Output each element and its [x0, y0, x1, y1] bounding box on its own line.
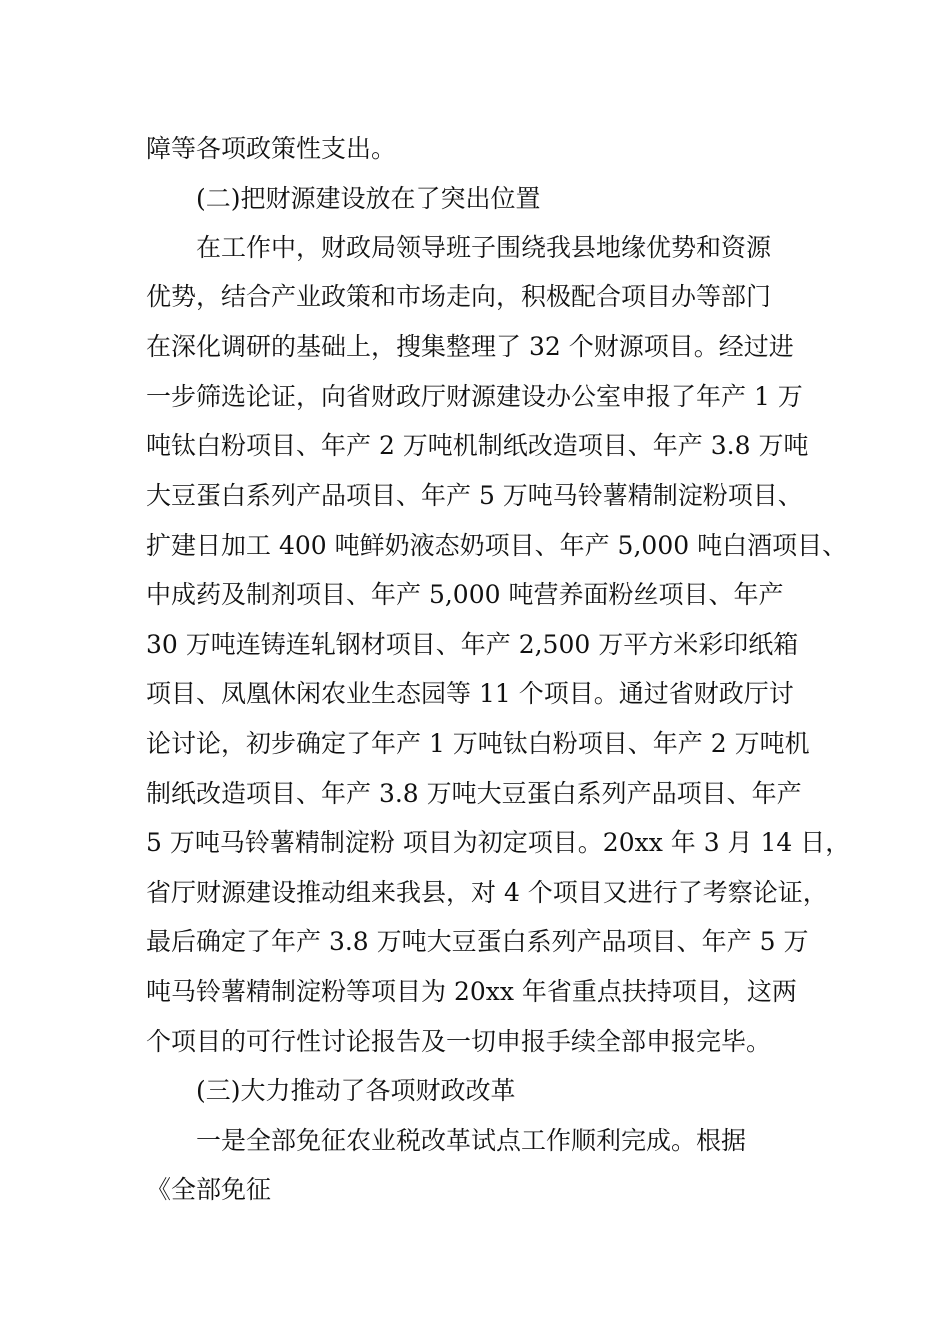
paragraph-line: 项目、凤凰休闲农业生态园等 11 个项目。通过省财政厅讨 — [146, 679, 794, 708]
paragraph-line: 制纸改造项目、年产 3.8 万吨大豆蛋白系列产品项目、年产 — [146, 779, 802, 808]
text-line: 障等各项政策性支出。 — [146, 134, 397, 163]
paragraph-line: 大豆蛋白系列产品项目、年产 5 万吨马铃薯精制淀粉项目、 — [146, 481, 803, 510]
paragraph-line: 个项目的可行性讨论报告及一切申报手续全部申报完毕。 — [146, 1027, 772, 1056]
paragraph-line: 在工作中，财政局领导班子围绕我县地缘优势和资源 — [196, 233, 772, 262]
paragraph-line: 30 万吨连铸连轧钢材项目、年产 2,500 万平方米彩印纸箱 — [146, 630, 799, 659]
paragraph-line: 论讨论，初步确定了年产 1 万吨钛白粉项目、年产 2 万吨机 — [146, 729, 810, 758]
paragraph-line: 中成药及制剂项目、年产 5,000 吨营养面粉丝项目、年产 — [146, 580, 784, 609]
paragraph-line: 在深化调研的基础上，搜集整理了 32 个财源项目。经过进 — [146, 332, 794, 361]
paragraph-line: 优势，结合产业政策和市场走向，积极配合项目办等部门 — [146, 282, 772, 311]
section-heading: (二)把财源建设放在了突出位置 — [196, 184, 541, 213]
paragraph-line: 5 万吨马铃薯精制淀粉 项目为初定项目。20xx 年 3 月 14 日， — [146, 828, 851, 857]
paragraph-line: 《全部免征 — [146, 1175, 272, 1204]
paragraph-line: 一步筛选论证，向省财政厅财源建设办公室申报了年产 1 万 — [146, 382, 803, 411]
paragraph-line: 扩建日加工 400 吨鲜奶液态奶项目、年产 5,000 吨白酒项目、 — [146, 531, 848, 560]
paragraph-line: 吨马铃薯精制淀粉等项目为 20xx 年省重点扶持项目，这两 — [146, 977, 797, 1006]
paragraph-line: 省厅财源建设推动组来我县，对 4 个项目又进行了考察论证， — [146, 878, 828, 907]
paragraph-line: 一是全部免征农业税改革试点工作顺利完成。根据 — [196, 1126, 747, 1155]
paragraph-line: 吨钛白粉项目、年产 2 万吨机制纸改造项目、年产 3.8 万吨 — [146, 431, 809, 460]
section-heading: (三)大力推动了各项财政改革 — [196, 1076, 516, 1105]
paragraph-line: 最后确定了年产 3.8 万吨大豆蛋白系列产品项目、年产 5 万 — [146, 927, 809, 956]
